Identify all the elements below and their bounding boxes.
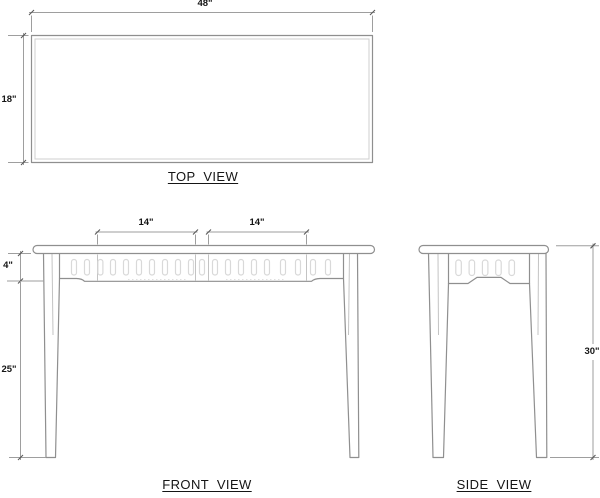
dim-label-apron-height: 4" [3, 260, 13, 271]
side-apron-slots [456, 260, 515, 276]
side-view-label: SIDE VIEW [456, 477, 532, 492]
side-left-leg [429, 254, 449, 458]
dim-front-drawer-right [206, 230, 309, 245]
dim-label-drawer-left: 14" [138, 217, 154, 228]
dim-top-width [29, 10, 375, 32]
tabletop-plan-outline [32, 36, 373, 163]
side-apron-bottom-scallop [449, 277, 530, 283]
side-right-leg [530, 254, 547, 458]
dim-label-top-width: 48" [197, 0, 213, 9]
side-apron-outline [449, 254, 530, 284]
front-view [33, 246, 375, 458]
front-right-leg [344, 254, 359, 458]
front-tabletop-edge [33, 246, 375, 254]
dim-label-leg-height: 25" [1, 364, 17, 375]
top-view [32, 36, 373, 163]
front-left-leg [44, 254, 60, 458]
dim-label-overall-height: 30" [584, 346, 600, 357]
dim-label-top-depth: 18" [1, 94, 17, 105]
dim-front-drawer-left [95, 230, 198, 245]
side-view [419, 246, 549, 458]
front-view-label: FRONT VIEW [162, 477, 252, 492]
dim-label-drawer-right: 14" [249, 217, 265, 228]
side-tabletop-edge [419, 246, 549, 254]
top-view-label: TOP VIEW [167, 169, 239, 184]
front-apron-slots [72, 260, 331, 276]
